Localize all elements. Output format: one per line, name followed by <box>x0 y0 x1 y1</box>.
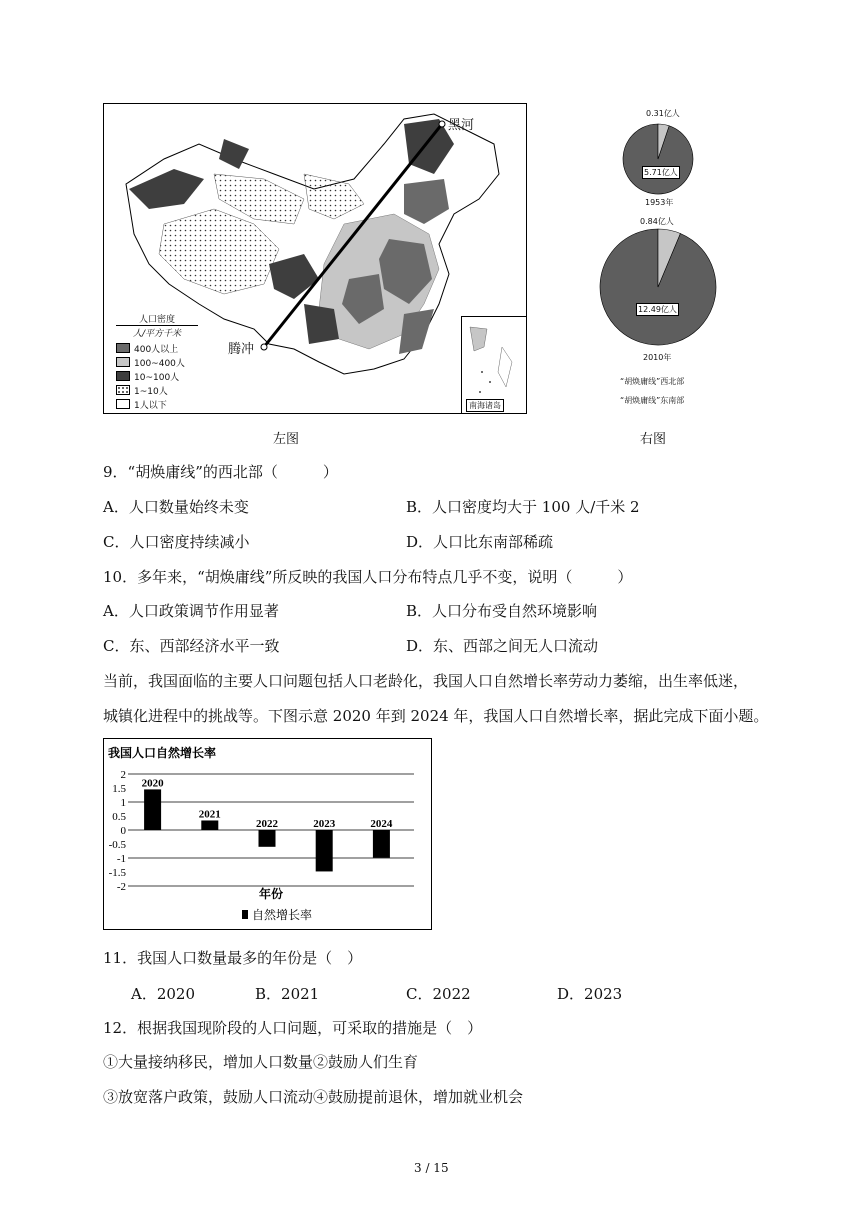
legend-swatch <box>116 371 130 381</box>
question-9-option-c: C．人口密度持续减小 <box>103 533 250 551</box>
question-9-option-a: A．人口数量始终未变 <box>103 498 249 516</box>
population-density-map <box>103 103 527 414</box>
question-11-stem: 11．我国人口数量最多的年份是（ ） <box>103 949 363 967</box>
chart-y-tick-label: -2 <box>116 881 126 893</box>
chart-y-tick-label: -1.5 <box>108 867 126 879</box>
question-10-stem: 10．多年来，“胡焕庸线”所反映的我国人口分布特点几乎不变，说明（ ） <box>103 568 633 586</box>
question-10-option-c: C．东、西部经济水平一致 <box>103 637 280 655</box>
chart-y-ticks <box>109 769 127 893</box>
chart-category-labels <box>142 777 393 830</box>
legend-swatch <box>116 343 130 353</box>
pie2-west-label: 0.84亿人 <box>640 217 674 226</box>
legend-item: 1人以下 <box>116 397 198 411</box>
question-10-option-b: B．人口分布受自然环境影响 <box>406 602 598 620</box>
pie-legend-east: “胡焕庸线”东南部 <box>620 396 685 405</box>
chart-bar-year-label: 2020 <box>141 777 164 790</box>
chart-bar-year-label: 2021 <box>198 808 221 821</box>
chart-x-axis-label: 年份 <box>259 887 284 901</box>
legend-item: 400人以上 <box>116 341 198 355</box>
page-number: 3 / 15 <box>414 1161 449 1175</box>
chart-bar <box>259 830 276 847</box>
chart-bar <box>373 830 390 858</box>
intro-line-1: 当前，我国面临的主要人口问题包括人口老龄化，我国人口自然增长率劳动力萎缩，出生率低迷， <box>103 672 749 690</box>
chart-bar-year-label: 2024 <box>370 818 393 830</box>
legend-swatch <box>116 385 130 395</box>
chart-svg <box>104 739 431 929</box>
legend-swatch <box>116 399 130 409</box>
question-9-stem: 9．“胡焕庸线”的西北部（ ） <box>103 463 338 481</box>
question-12-line-2: ③放宽落户政策，鼓励人口流动④鼓励提前退休，增加就业机会 <box>103 1088 524 1106</box>
chart-legend-swatch <box>242 910 248 919</box>
pie-1953 <box>623 124 693 194</box>
chart-y-tick-label: 0 <box>120 825 126 837</box>
chart-bar <box>316 830 333 871</box>
chart-y-tick-label: 2 <box>120 769 126 781</box>
chart-y-tick-label: 1.5 <box>112 783 126 795</box>
caption-left: 左图 <box>273 432 300 447</box>
legend-unit: 人/平方千米 <box>132 329 182 339</box>
question-12-stem: 12．根据我国现阶段的人口问题，可采取的措施是（ ） <box>103 1019 483 1037</box>
question-11-option-c: C．2022 <box>406 985 471 1003</box>
pie1-year: 1953年 <box>645 198 674 207</box>
chart-y-tick-label: 1 <box>120 797 126 809</box>
pie-legend-west: “胡焕庸线”西北部 <box>620 377 685 386</box>
chart-title: 我国人口自然增长率 <box>108 746 217 760</box>
chart-bar-year-label: 2022 <box>256 818 278 830</box>
legend-item: 100~400人 <box>116 355 198 369</box>
question-9-option-b: B．人口密度均大于 100 人/千米 2 <box>406 498 640 516</box>
pie-figure <box>590 100 730 412</box>
legend-swatch <box>116 357 130 367</box>
question-11-option-b: B．2021 <box>255 985 320 1003</box>
chart-bar <box>201 820 218 830</box>
chart-bar-year-label: 2023 <box>313 818 336 830</box>
chart-y-tick-label: -0.5 <box>108 839 126 851</box>
question-12-line-1: ①大量接纳移民，增加人口数量②鼓励人们生育 <box>103 1053 419 1071</box>
pie2-east-label: 12.49亿人 <box>638 305 677 314</box>
city-label-tengchong: 腾冲 <box>228 342 255 357</box>
caption-right: 右图 <box>640 432 667 447</box>
question-10-option-d: D．东、西部之间无人口流动 <box>406 637 599 655</box>
chart-bar <box>144 789 161 830</box>
inset-label: 南海诸岛 <box>466 399 504 412</box>
legend-item: 1~10人 <box>116 383 198 397</box>
intro-line-2: 城镇化进程中的挑战等。下图示意 2020 年到 2024 年，我国人口自然增长率，据此完成下面小题。 <box>103 707 769 725</box>
chart-legend-label: 自然增长率 <box>252 908 313 922</box>
city-label-heihe: 黑河 <box>448 118 475 133</box>
pie2-year: 2010年 <box>643 353 672 362</box>
legend-item: 10~100人 <box>116 369 198 383</box>
pie1-west-label: 0.31亿人 <box>646 109 680 118</box>
south-china-sea-inset <box>461 316 526 413</box>
pie-2010 <box>600 229 716 345</box>
chart-y-tick-label: -1 <box>116 853 126 865</box>
question-11-option-a: A．2020 <box>131 985 196 1003</box>
map-legend <box>116 312 198 411</box>
growth-rate-chart <box>103 738 432 930</box>
chart-y-tick-label: 0.5 <box>112 811 126 823</box>
question-10-option-a: A．人口政策调节作用显著 <box>103 602 279 620</box>
question-9-option-d: D．人口比东南部稀疏 <box>406 533 554 551</box>
question-11-option-d: D．2023 <box>557 985 623 1003</box>
pie1-east-label: 5.71亿人 <box>644 168 678 177</box>
legend-title: 人口密度 <box>116 312 198 326</box>
